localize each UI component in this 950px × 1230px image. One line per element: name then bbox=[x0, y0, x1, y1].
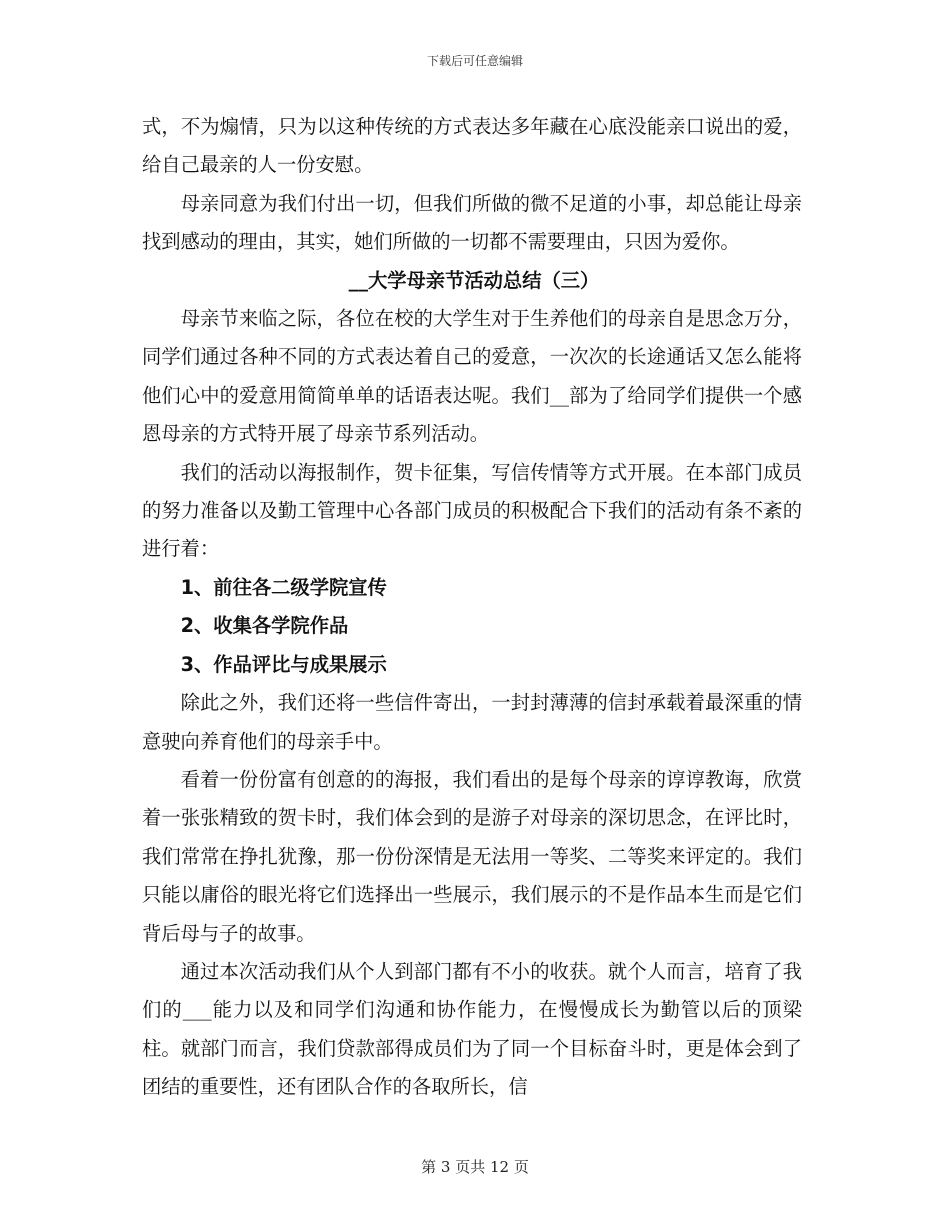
paragraph: 我们的活动以海报制作，贺卡征集，写信传情等方式开展。在本部门成员的努力准备以及勤工管理中心各部门成员的积极配合下我们的活动有条不紊的进行着： bbox=[142, 460, 802, 561]
list-item: 1、前往各二级学院宣传 bbox=[180, 575, 387, 599]
paragraph: 除此之外，我们还将一些信件寄出，一封封薄薄的信封承载着最深重的情意驶向养育他们的母亲手中。 bbox=[142, 691, 802, 753]
paragraph: 通过本次活动我们从个人到部门都有不小的收获。就个人而言，培育了我们的___能力以及和同学们沟通和协作能力，在慢慢成长为勤管以后的顶梁柱。就部门而言，我们贷款部得成员们为了同一个目标奋斗时，更是体会到了团结的重要性，还有团队合作的各取所长，信 bbox=[142, 959, 802, 1099]
document-body bbox=[142, 108, 802, 1107]
paragraph: 母亲节来临之际，各位在校的大学生对于生养他们的母亲自是思念万分，同学们通过各种不同的方式表达着自己的爱意，一次次的长途通话又怎么能将他们心中的爱意用简简单单的话语表达呢。我们__部为了给同学们提供一个感恩母亲的方式特开展了母亲节系列活动。 bbox=[142, 307, 802, 446]
section-title: __大学母亲节活动总结（三） bbox=[348, 268, 600, 292]
paragraph: 看着一份份富有创意的的海报，我们看出的是每个母亲的谆谆教诲，欣赏着一张张精致的贺卡时，我们体会到的是游子对母亲的深切思念，在评比时，我们常常在挣扎犹豫，那一份份深情是无法用一等奖、二等奖来评定的。我们只能以庸俗的眼光将它们选择出一些展示，我们展示的不是作品本生而是它们背后母与子的故事。 bbox=[142, 767, 802, 945]
page-number: 第 3 页共 12 页 bbox=[421, 1158, 529, 1176]
list-item: 2、收集各学院作品 bbox=[180, 614, 349, 638]
paragraph: 式，不为煽情，只为以这种传统的方式表达多年藏在心底没能亲口说出的爱，给自己最亲的人一份安慰。 bbox=[142, 115, 802, 177]
header-note: 下载后可任意编辑 bbox=[426, 54, 523, 68]
list-item: 3、作品评比与成果展示 bbox=[180, 652, 387, 676]
paragraph: 母亲同意为我们付出一切，但我们所做的微不足道的小事，却总能让母亲找到感动的理由，其实，她们所做的一切都不需要理由，只因为爱你。 bbox=[142, 191, 802, 254]
